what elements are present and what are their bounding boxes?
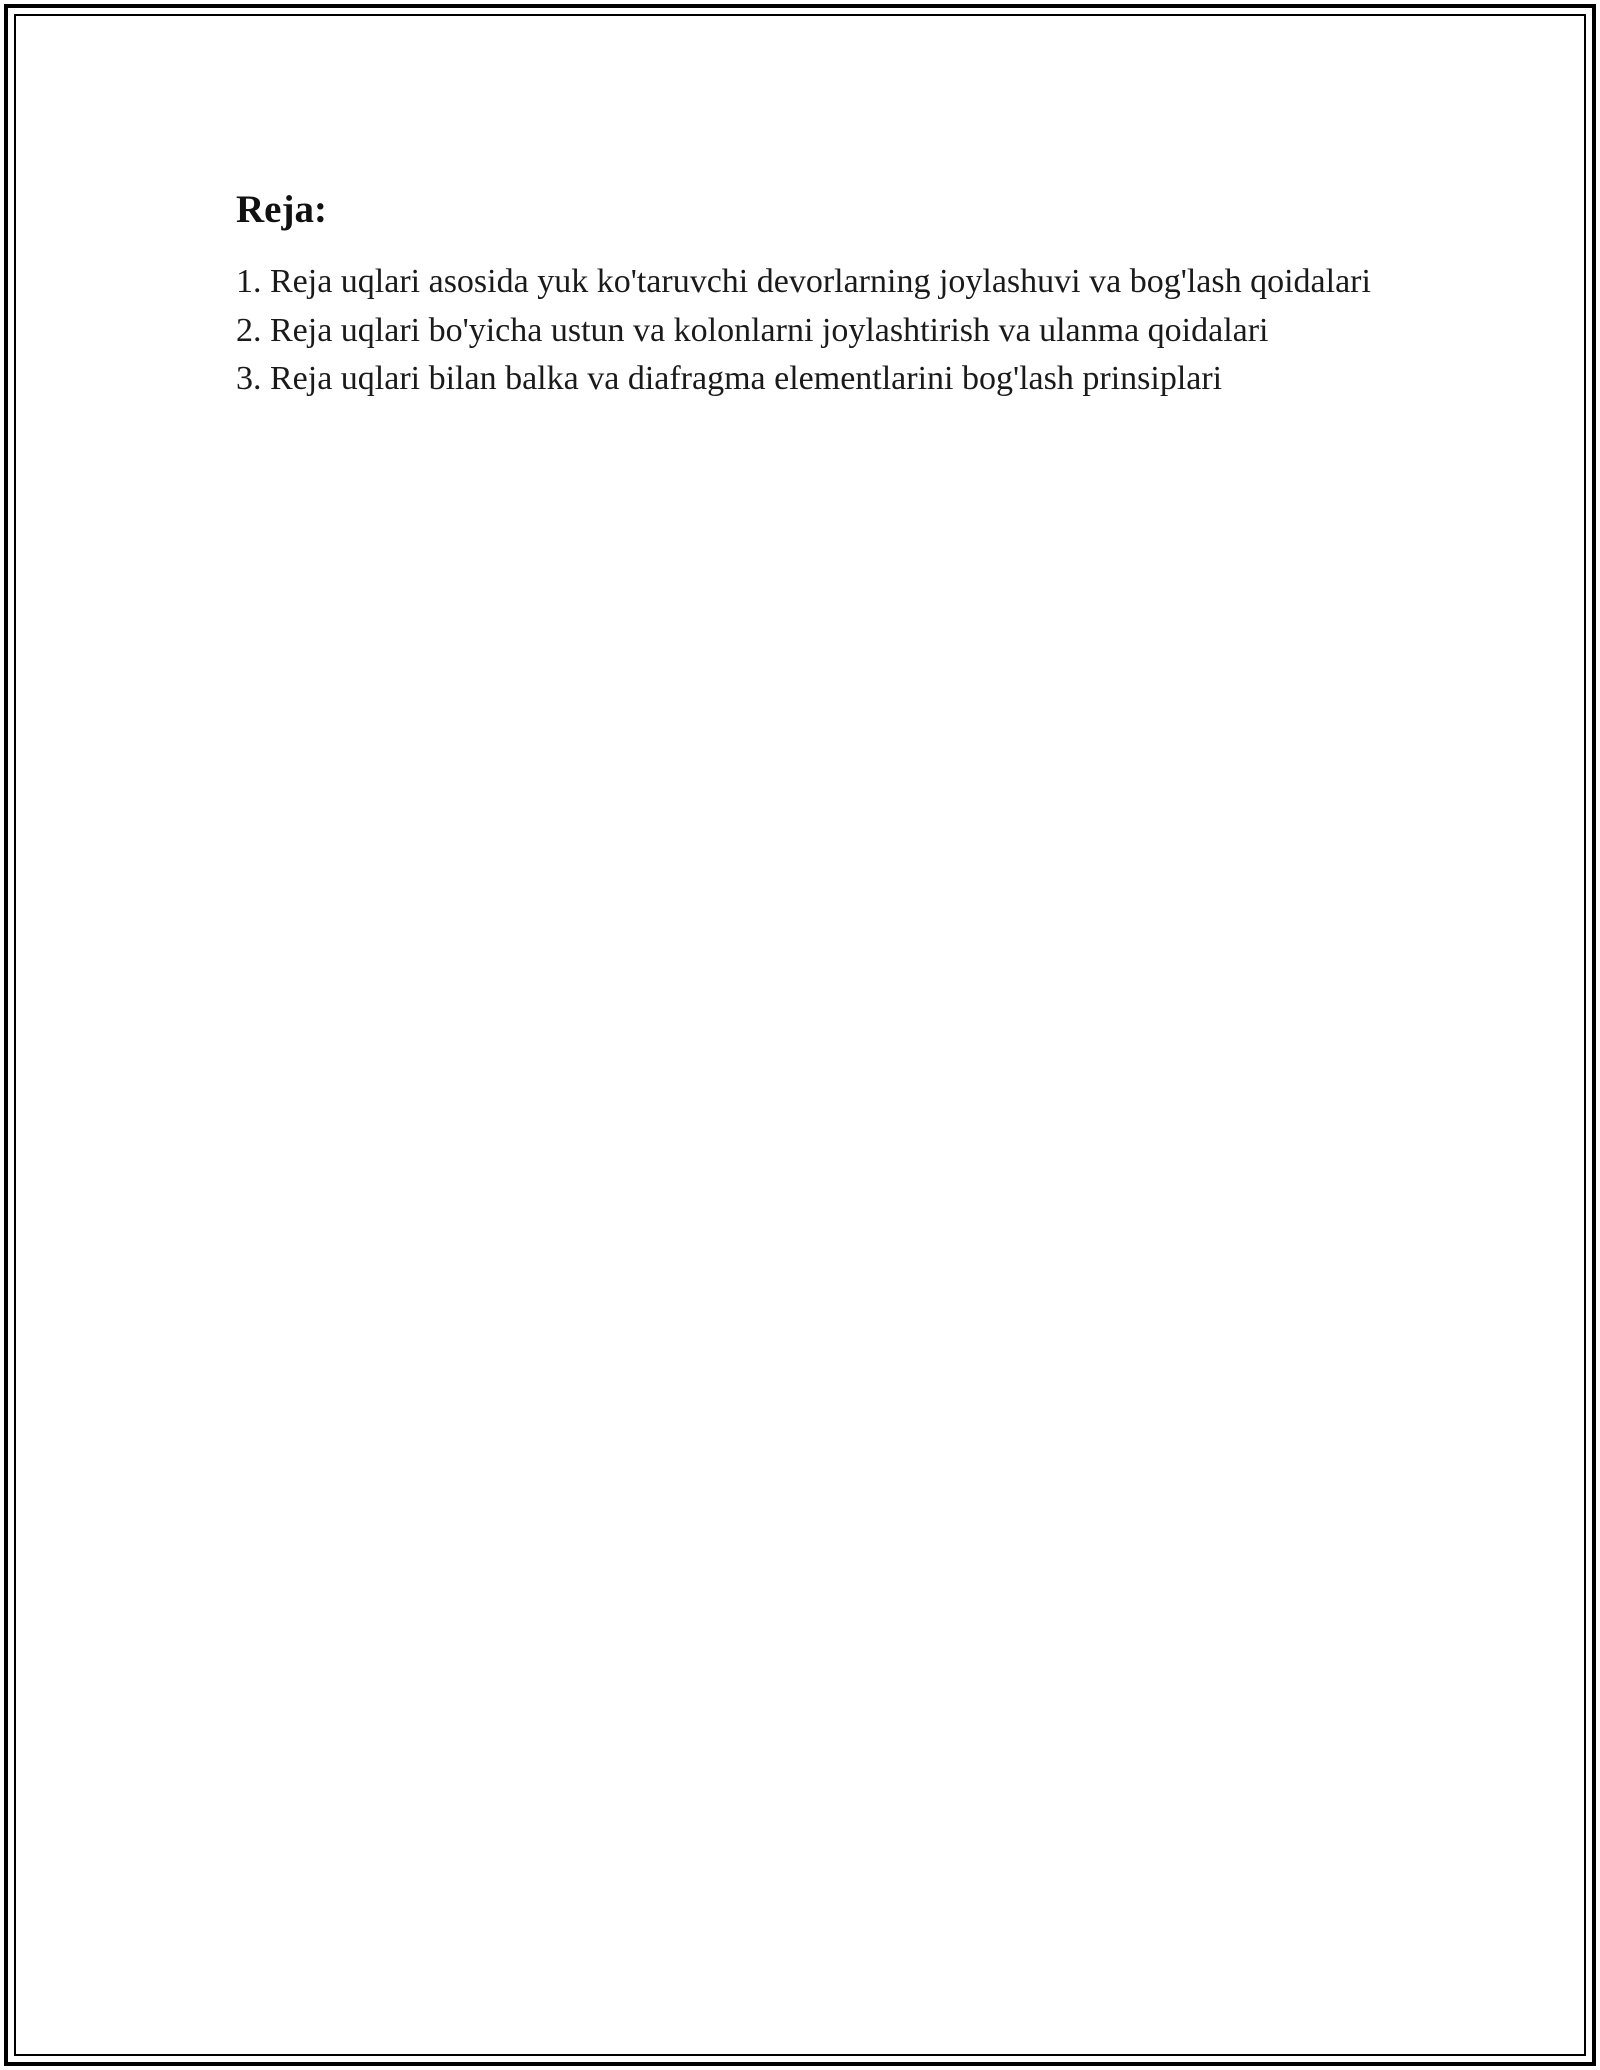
plan-item-2: 2. Reja uqlari bo'yicha ustun va kolonlarni joylashtirish va ulanma qoidalari	[236, 311, 1269, 349]
plan-item-3: 3. Reja uqlari bilan balka va diafragma elementlarini bog'lash prinsiplari	[236, 360, 1223, 397]
plan-heading: Reja:	[236, 188, 327, 231]
page-content	[236, 186, 1386, 404]
plan-list	[236, 258, 1386, 404]
plan-item-1: 1. Reja uqlari asosida yuk ko'taruvchi devorlarning joylashuvi va bog'lash qoidalari	[236, 263, 1371, 300]
